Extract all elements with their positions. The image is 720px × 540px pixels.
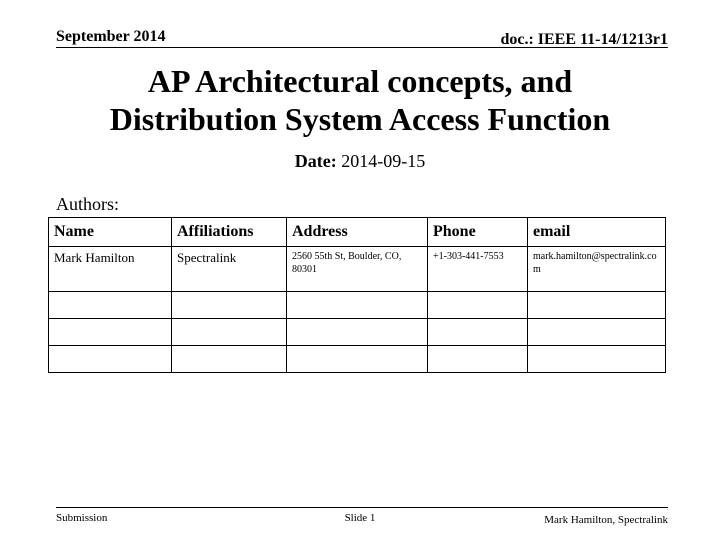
cell-address: 2560 55th St, Boulder, CO, 80301: [287, 247, 428, 292]
authors-table: [48, 217, 666, 373]
cell-email: [528, 346, 666, 373]
footer-slide-number: Slide 1: [344, 512, 376, 524]
cell-affiliation: [172, 292, 287, 319]
date-label: Date:: [294, 151, 337, 171]
date-line: [0, 151, 720, 172]
cell-phone: [428, 319, 528, 346]
cell-phone: [428, 292, 528, 319]
table-header-row: [49, 218, 666, 247]
authors-label: Authors:: [56, 194, 119, 214]
cell-name: [49, 346, 172, 373]
footer-submission: Submission: [56, 512, 108, 524]
header-address: Address: [287, 218, 428, 247]
table-row: [49, 319, 666, 346]
header-name: Name: [49, 218, 172, 247]
table-row: [49, 292, 666, 319]
cell-address: [287, 292, 428, 319]
header-email: email: [528, 218, 666, 247]
cell-affiliation: Spectralink: [172, 247, 287, 292]
header-affiliations: Affiliations: [172, 218, 287, 247]
cell-name: Mark Hamilton: [49, 247, 172, 292]
cell-name: [49, 292, 172, 319]
title-line-1: AP Architectural concepts, and: [147, 63, 573, 99]
header-divider: [56, 47, 668, 48]
title-line-2: Distribution System Access Function: [109, 101, 611, 137]
cell-affiliation: [172, 319, 287, 346]
cell-phone: +1-303-441-7553: [428, 247, 528, 292]
date-value: 2014-09-15: [341, 151, 426, 171]
header-date: September 2014: [56, 28, 166, 45]
cell-phone: [428, 346, 528, 373]
footer-author: Mark Hamilton, Spectralink: [544, 514, 668, 526]
footer-divider: [56, 507, 668, 508]
cell-address: [287, 346, 428, 373]
table-row: [49, 247, 666, 292]
cell-name: [49, 319, 172, 346]
header-doc-id: doc.: IEEE 11-14/1213r1: [500, 31, 668, 48]
header-phone: Phone: [428, 218, 528, 247]
cell-address: [287, 319, 428, 346]
cell-email: [528, 319, 666, 346]
table-row: [49, 346, 666, 373]
cell-affiliation: [172, 346, 287, 373]
cell-email: mark.hamilton@spectralink.com: [528, 247, 666, 292]
slide-title: [40, 62, 680, 138]
cell-email: [528, 292, 666, 319]
